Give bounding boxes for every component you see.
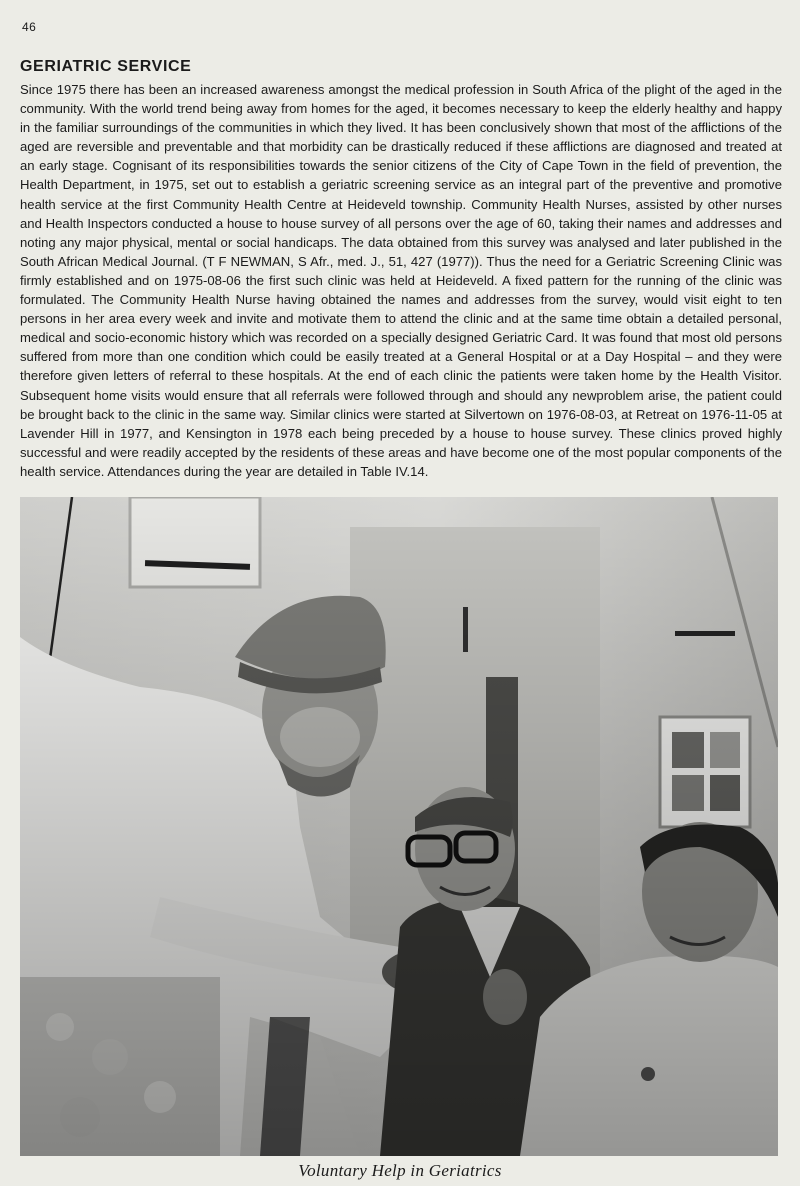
page-number: 46 (22, 20, 37, 34)
photograph (20, 497, 778, 1156)
section-heading: GERIATRIC SERVICE (20, 58, 192, 75)
photo-caption: Voluntary Help in Geriatrics (298, 1161, 502, 1180)
body-paragraph: Since 1975 there has been an increased awareness amongst the medical profession in South Africa of the plight of the aged in the community. With the world trend being away from homes for the aged, it becomes necessary to keep the elderly healthy and happy in the familiar surroundings of the communities in which they lived. It has been conclusively shown that most of the afflictions of the aged are reversible and preventable and that morbidity can be drastically reduced if these afflictions are diagnosed and treated at an early stage. Cognisant of its responsibilities towards the senior citizens of the City of Cape Town in the field of prevention, the Health Department, in 1975, set out to establish a geriatric screening service as an integral part of the preventive and promotive health service at the first Community Health Centre at Heideveld township. Community Health Nurses, assisted by other nurses and Health Inspectors conducted a house to house survey of all persons over the age of 60, taking their names and addresses and noting any major physical, mental or social handicaps. The data obtained from this survey was analysed and later published in the South African Medical Journal. (T F NEWMAN, S Afr., med. J., 51, 427 (1977)). Thus the need for a Geriatric Screening Clinic was firmly established and on 1975-08-06 the first such clinic was held at Heideveld. A fixed pattern for the running of the clinic was formulated. The Community Health Nurse having obtained the names and addresses from the survey, would visit eight to ten persons in her area every week and invite and motivate them to attend the clinic and at the same time obtain a detailed personal, medical and socio-economic history which was recorded on a specially designed Geriatric Card. It was found that most old persons suffered from more than one condition which could be easily treated at a General Hospital or at a Day Hospital – and they were therefore given letters of referral to these hospitals. At the end of each clinic the patients were taken home by the Health Visitor. Subsequent home visits would ensure that all referrals were followed through and should any newproblem arise, the patient could be brought back to the clinic in the same way. Similar clinics were started at Silvertown on 1976-08-03, at Retreat on 1976-11-05 at Lavender Hill in 1977, and Kensington in 1978 each being preceded by a house to house survey. These clinics proved highly successful and were readily accepted by the residents of these areas and have become one of the most popular components of the health service. Attendances during the year are detailed in Table IV.14. (20, 82, 782, 479)
